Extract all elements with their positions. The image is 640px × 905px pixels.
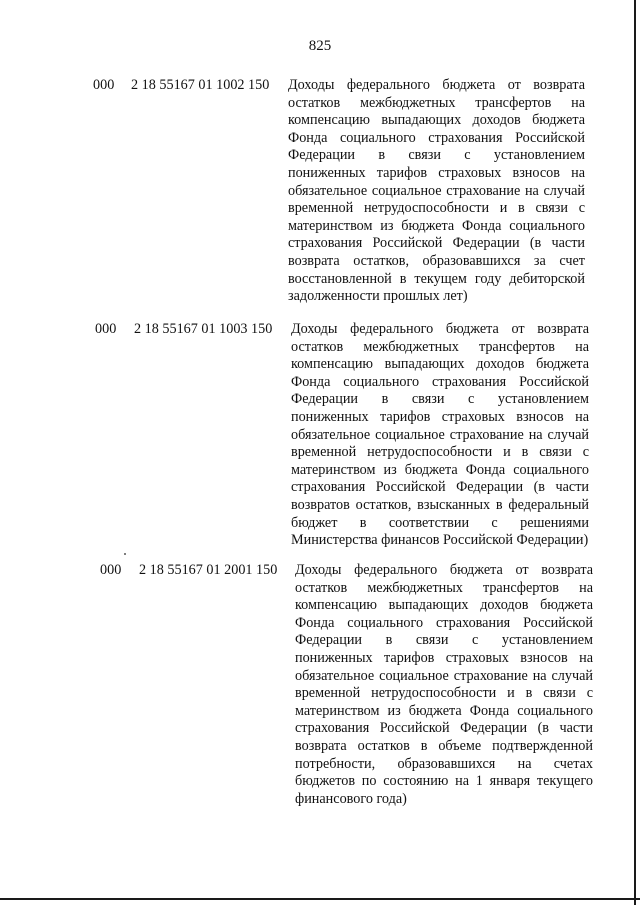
kbk-code: 2 18 55167 01 1003 150 bbox=[134, 321, 273, 337]
entry-description: Доходы федерального бюджета от возврата остатков межбюджетных трансфертов на компенсацию выпадающих доходов бюджета Фонда социального страхования Российской Федерации в связи с установлением пониженных тарифов страховых взносов на обязательное социальное страхование на случай временной нетрудоспособности и в связи с материнством из бюджета Фонда социального страхования Российской Федерации (в части возврата остатков в объеме подтвержденной потребности, образовавшихся на счетах бюджетов по состоянию на 1 января текущего финансового года) bbox=[295, 562, 593, 807]
kbk-code: 2 18 55167 01 2001 150 bbox=[139, 562, 278, 578]
scan-edge-bottom bbox=[0, 898, 640, 900]
scan-edge-right bbox=[634, 0, 636, 905]
entry-description: Доходы федерального бюджета от возврата остатков межбюджетных трансфертов на компенсацию выпадающих доходов бюджета Фонда социального страхования Российской Федерации в связи с установлением пониженных тарифов страховых взносов на обязательное социальное страхование на случай временной нетрудоспособности и в связи с материнством из бюджета Фонда социального страхования Российской Федерации (в части возвратов остатков, взысканных в федеральный бюджет в соответствии с решениями Министерства финансов Российской Федерации) bbox=[291, 321, 589, 549]
scan-speck bbox=[124, 553, 126, 555]
admin-code: 000 bbox=[100, 562, 122, 578]
kbk-code: 2 18 55167 01 1002 150 bbox=[131, 77, 270, 93]
admin-code: 000 bbox=[93, 77, 115, 93]
page-number: 825 bbox=[308, 38, 332, 54]
entry-description: Доходы федерального бюджета от возврата остатков межбюджетных трансфертов на компенсацию выпадающих доходов бюджета Фонда социального страхования Российской Федерации в связи с установлением пониженных тарифов страховых взносов на обязательное социальное страхование на случай временной нетрудоспособности и в связи с материнством из бюджета Фонда социального страхования Российской Федерации (в части возврата остатков, образовавшихся за счет восстановленной в текущем году дебиторской задолженности прошлых лет) bbox=[288, 77, 585, 305]
admin-code: 000 bbox=[95, 321, 117, 337]
